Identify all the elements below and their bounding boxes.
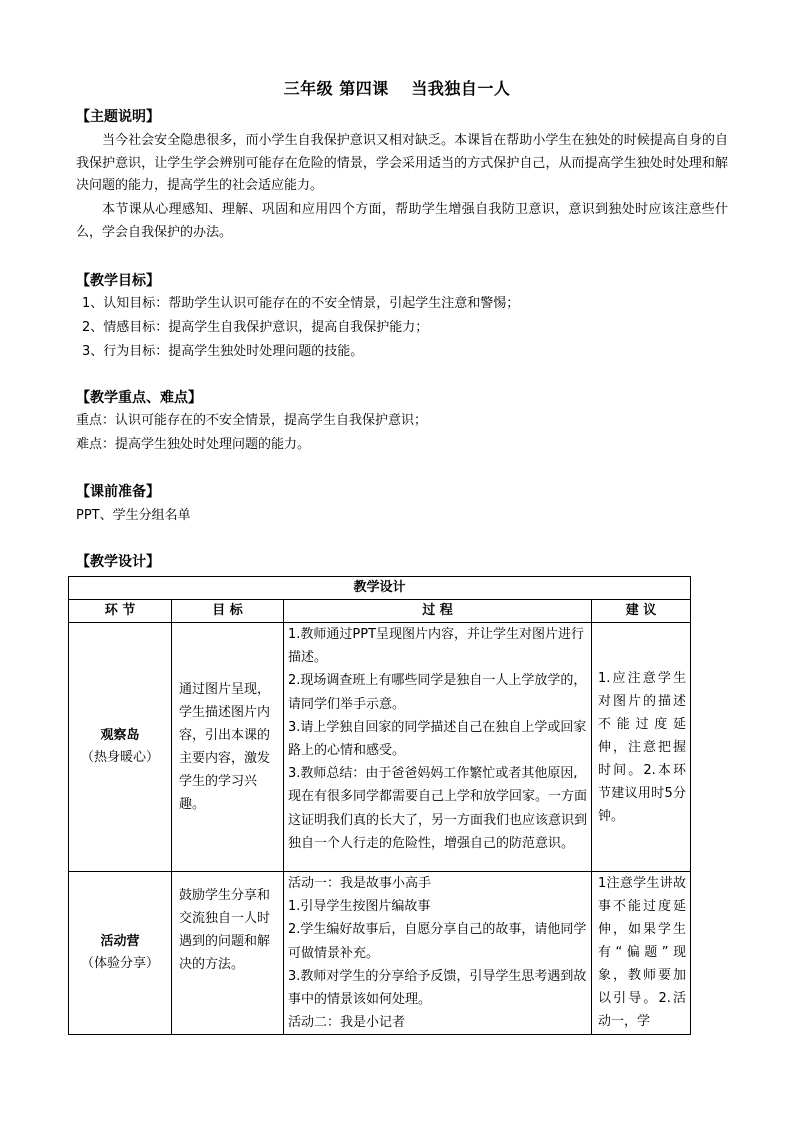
column-header-goal: 目 标	[172, 600, 284, 623]
process-step: 活动二：我是小记者	[288, 1015, 406, 1031]
table-row	[69, 623, 691, 872]
objective-item: 2、情感目标：提高学生自我保护意识，提高自我保护能力；	[82, 320, 429, 335]
keypoints-heading: 【教学重点、难点】	[76, 390, 202, 406]
goal-cell: 通过图片呈现，学生描述图片内容，引出本课的主要内容，激发学生的学习兴趣。	[172, 623, 284, 872]
stage-name: 活动营	[100, 934, 140, 950]
preparation-heading: 【课前准备】	[76, 484, 160, 500]
process-step: 3.请上学独自回家的同学描述自己在独自上学或回家路上的心情和感受。	[288, 719, 587, 759]
stage-cell	[69, 623, 172, 872]
stage-name: 观察岛	[100, 728, 140, 743]
design-heading: 【教学设计】	[76, 554, 160, 570]
theme-paragraph-1: 当今社会安全隐患很多，而小学生自我保护意识又相对缺乏。本课旨在帮助小学生在独处的时候提高自身的自我保护意识，让学生学会辨别可能存在危险的情景，学会采用适当的方式保护自己，从而提高学生独处时处理和解决问题的能力，提高学生的社会适应能力。	[76, 133, 728, 193]
objective-item: 3、行为目标：提高学生独处时处理问题的技能。	[82, 344, 364, 359]
process-step: 3.教师对学生的分享给予反馈，引导学生思考遇到故事中的情景该如何处理。	[288, 968, 587, 1008]
table-header-row	[69, 600, 691, 623]
column-header-advice: 建 议	[592, 600, 691, 623]
column-header-process: 过 程	[284, 600, 592, 623]
theme-heading: 【主题说明】	[76, 109, 160, 125]
process-step: 活动一：我是故事小高手	[288, 876, 432, 891]
keypoint-item: 难点：提高学生独处时处理问题的能力。	[76, 437, 311, 452]
objectives-heading: 【教学目标】	[76, 273, 160, 289]
process-step: 1.教师通过PPT呈现图片内容，并让学生对图片进行描述。	[288, 627, 585, 666]
theme-paragraph-2: 本节课从心理感知、理解、巩固和应用四个方面，帮助学生增强自我防卫意识，意识到独处时应该注意些什么，学会自我保护的办法。	[76, 202, 728, 240]
process-step: 2.现场调查班上有哪些同学是独自一人上学放学的，请同学们举手示意。	[288, 673, 587, 712]
objective-item: 1、认知目标：帮助学生认识可能存在的不安全情景，引起学生注意和警惕；	[82, 296, 520, 311]
design-table	[68, 576, 691, 1035]
process-step: 3.教师总结：由于爸爸妈妈工作繁忙或者其他原因,现在有很多同学都需要自己上学和放学回家。一方面这证明我们真的长大了，另一方面我们也应该意识到独自一个人行走的危险性，增强自己的防范意识。	[288, 766, 588, 851]
stage-subtitle: （热身暖心）	[80, 750, 159, 765]
preparation-text: PPT、学生分组名单	[76, 508, 191, 523]
goal-cell: 鼓励学生分享和交流独自一人时遇到的问题和解决的方法。	[172, 872, 284, 1035]
advice-cell: 1注意学生讲故事不能过度延伸，如果学生有“偏题”现象，教师要加以引导。2.活动一，学	[592, 872, 691, 1035]
stage-cell	[69, 872, 172, 1035]
advice-cell: 1.应注意学生对图片的描述不能过度延伸，注意把握时间。2.本环节建议用时5分钟。	[592, 623, 691, 872]
lesson-title: 三年级 第四课 当我独自一人	[283, 79, 511, 98]
column-header-stage: 环 节	[69, 600, 172, 623]
stage-subtitle: （体验分享）	[80, 956, 159, 972]
process-cell	[284, 872, 592, 1035]
keypoint-item: 重点：认识可能存在的不安全情景，提高学生自我保护意识；	[76, 413, 428, 428]
table-title: 教学设计	[69, 577, 691, 600]
process-step: 1.引导学生按图片编故事	[288, 899, 431, 915]
process-cell	[284, 623, 592, 872]
process-step: 2.学生编好故事后，自愿分享自己的故事，请他同学可做情景补充。	[288, 922, 587, 961]
table-row	[69, 872, 691, 1035]
